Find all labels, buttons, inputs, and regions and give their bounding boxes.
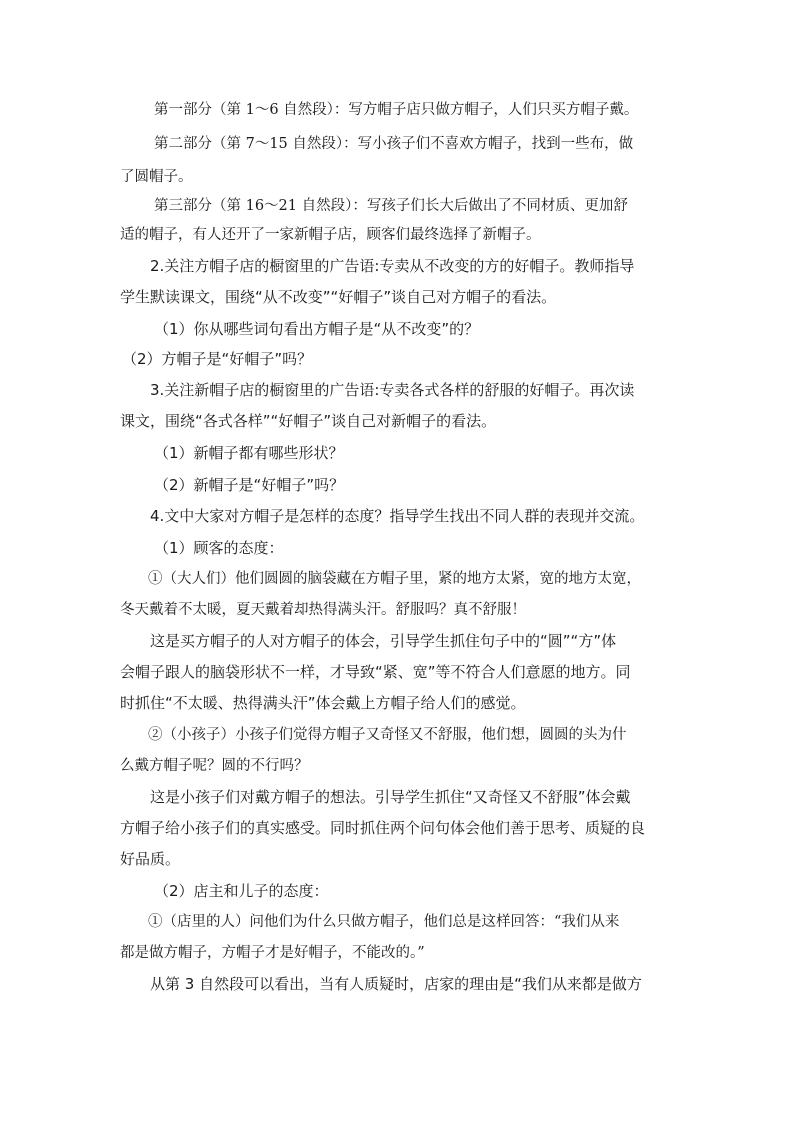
text-line: 这是买方帽子的人对方帽子的体会，引导学生抓住句子中的“圆”“方”体: [150, 632, 617, 650]
text-line: ①（大人们）他们圆圆的脑袋藏在方帽子里，紧的地方太紧，宽的地方太宽，: [148, 571, 641, 587]
text-line: （1）新帽子都有哪些形状？: [154, 444, 344, 462]
text-line: 会帽子跟人的脑袋形状不一样，才导致“紧、宽”等不符合人们意愿的地方。同: [120, 663, 631, 681]
text-line: （1）顾客的态度：: [154, 539, 284, 557]
text-line: 适的帽子，有人还开了一家新帽子店，顾客们最终选择了新帽子。: [120, 227, 541, 243]
text-line: 么戴方帽子呢？圆的不行吗？: [120, 758, 309, 774]
text-line: 课文，围绕“各式各样”“好帽子”谈自己对新帽子的看法。: [120, 412, 497, 430]
text-line: 方帽子给小孩子们的真实感受。同时抓住两个问句体会他们善于思考、质疑的良: [120, 819, 646, 837]
text-line: 第一部分（第 1～6 自然段）：写方帽子店只做方帽子，人们只买方帽子戴。: [154, 102, 639, 118]
text-line: （2）店主和儿子的态度：: [154, 882, 329, 900]
text-line: （2）方帽子是“好帽子”吗？: [122, 350, 313, 368]
text-line: （1）你从哪些词句看出方帽子是“从不改变”的？: [154, 320, 480, 338]
text-line: 时抓住“不太暖、热得满头汗”体会戴上方帽子给人们的感觉。: [120, 694, 526, 712]
text-line: 都是做方帽子，方帽子才是好帽子，不能改的。”: [120, 945, 425, 961]
text-line: 从第 3 自然段可以看出，当有人质疑时，店家的理由是“我们从来都是做方: [150, 975, 642, 993]
text-line: ①（店里的人）问他们为什么只做方帽子，他们总是这样回答：“我们从来: [148, 914, 620, 930]
text-line: 这是小孩子们对戴方帽子的想法。引导学生抓住“又奇怪又不舒服”体会戴: [150, 788, 631, 806]
text-line: 冬天戴着不太暖，夏天戴着却热得满头汗。舒服吗？真不舒服！: [120, 602, 526, 618]
text-line: 4.文中大家对方帽子是怎样的态度？指导学生找出不同人群的表现并交流。: [150, 507, 645, 525]
text-line: ②（小孩子）小孩子们觉得方帽子又奇怪又不舒服，他们想，圆圆的头为什: [148, 727, 627, 743]
text-line: 3.关注新帽子店的橱窗里的广告语:专卖各式各样的舒服的好帽子。再次读: [150, 381, 635, 399]
text-line: 了圆帽子。: [120, 169, 193, 185]
text-line: 2.关注方帽子店的橱窗里的广告语:专卖从不改变的方的好帽子。教师指导: [150, 257, 635, 275]
text-line: （2）新帽子是“好帽子”吗？: [154, 476, 345, 494]
text-line: 好品质。: [120, 850, 181, 868]
text-line: 第二部分（第 7～15 自然段）：写小孩子们不喜欢方帽子，找到一些布，做: [154, 136, 634, 152]
text-line: 第三部分（第 16～21 自然段）：写孩子们长大后做出了不同材质、更加舒: [154, 198, 628, 214]
text-line: 学生默读课文，围绕“从不改变”“好帽子”谈自己对方帽子的看法。: [120, 288, 557, 306]
